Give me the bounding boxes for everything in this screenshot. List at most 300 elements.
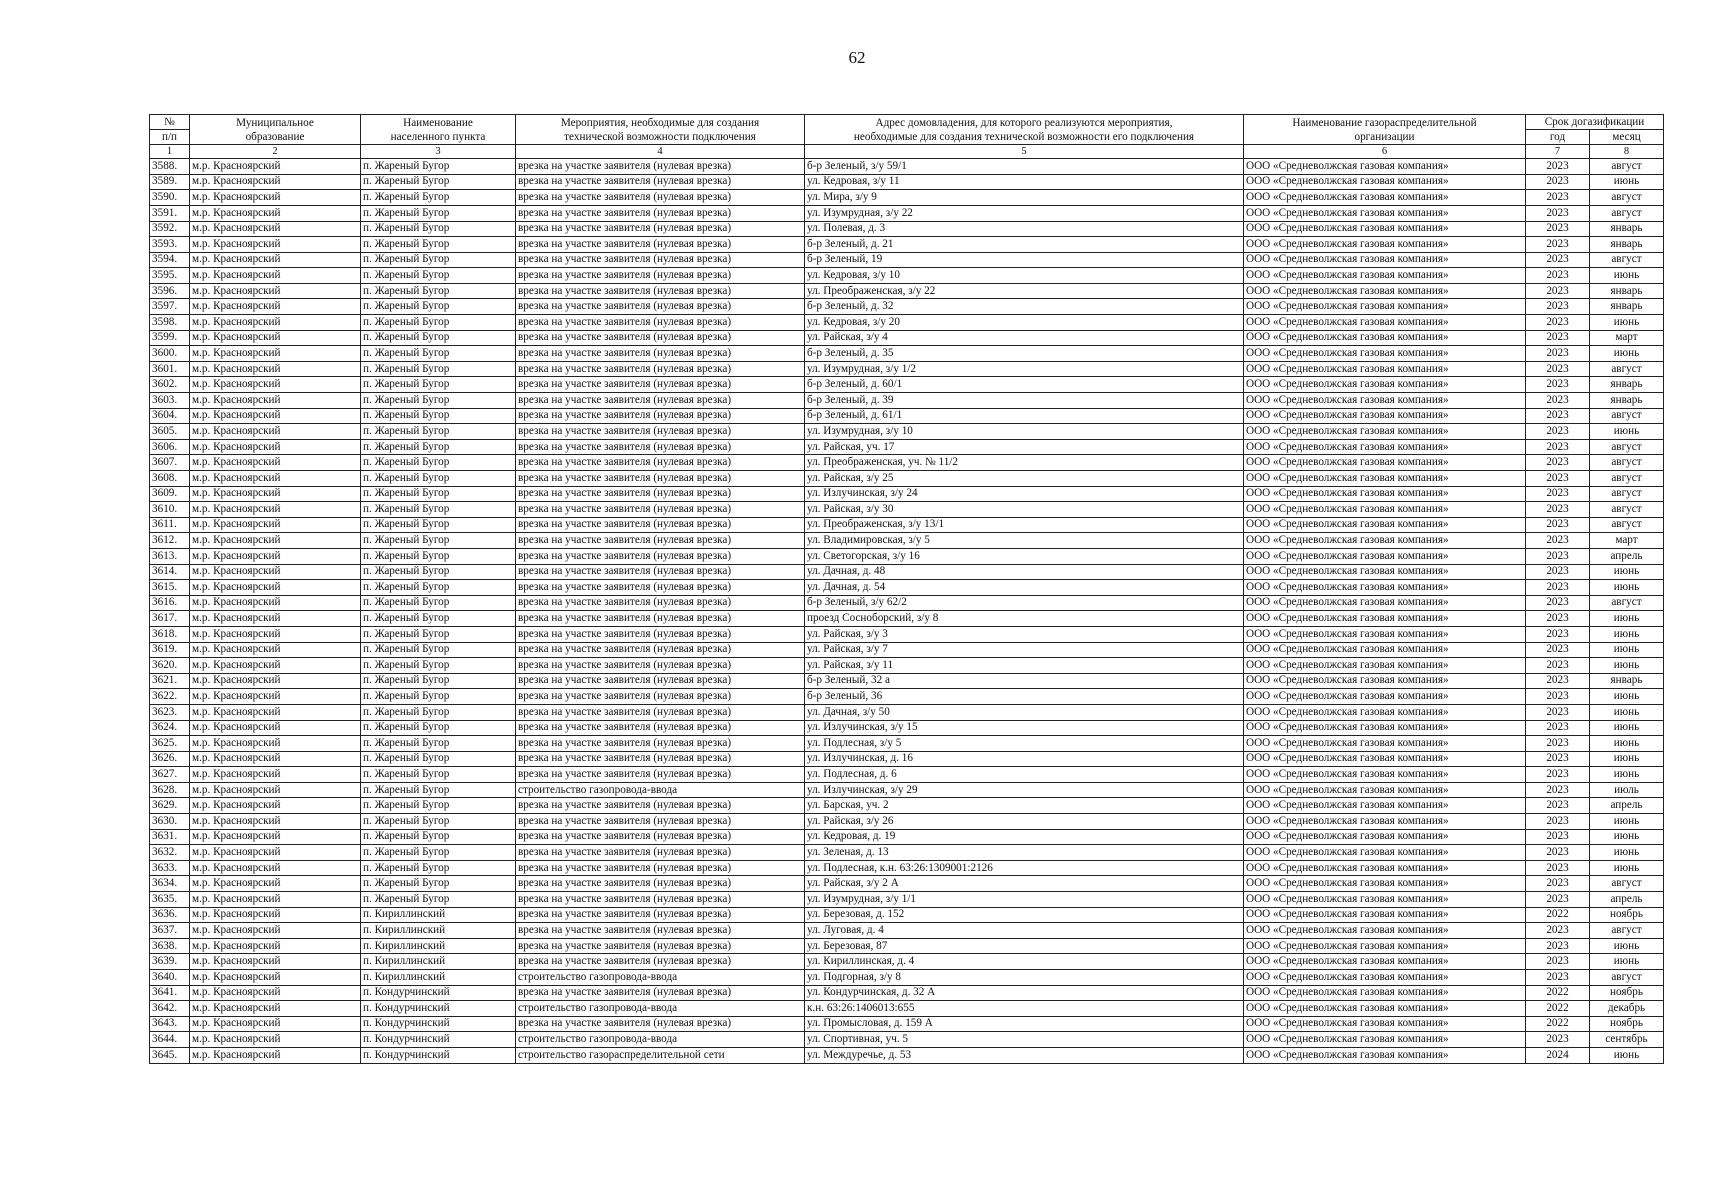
table-row	[150, 455, 1664, 471]
row-number: 3595.	[150, 268, 190, 284]
row-number: 3629.	[150, 798, 190, 814]
organization-cell: ООО «Средневолжская газовая компания»	[1244, 580, 1526, 596]
municipality-cell: м.р. Красноярский	[190, 393, 361, 409]
year-cell: 2023	[1526, 611, 1590, 627]
table-row	[150, 860, 1664, 876]
municipality-cell: м.р. Красноярский	[190, 1032, 361, 1048]
row-number: 3640.	[150, 970, 190, 986]
organization-cell: ООО «Средневолжская газовая компания»	[1244, 751, 1526, 767]
header-month: месяц	[1590, 130, 1664, 145]
address-cell: к.н. 63:26:1406013:655	[805, 1001, 1244, 1017]
row-number: 3602.	[150, 377, 190, 393]
settlement-cell: п. Кириллинский	[361, 938, 516, 954]
header-column-numbers	[150, 145, 1664, 159]
measure-cell: строительство газопровода-ввода	[516, 970, 805, 986]
settlement-cell: п. Кириллинский	[361, 907, 516, 923]
row-number: 3645.	[150, 1047, 190, 1063]
year-cell: 2022	[1526, 985, 1590, 1001]
table-row	[150, 486, 1664, 502]
month-cell: август	[1590, 439, 1664, 455]
address-cell: ул. Излучинская, з/у 24	[805, 486, 1244, 502]
row-number: 3615.	[150, 580, 190, 596]
municipality-cell: м.р. Красноярский	[190, 533, 361, 549]
measure-cell: строительство газопровода-ввода	[516, 782, 805, 798]
table-row	[150, 829, 1664, 845]
settlement-cell: п. Жареный Бугор	[361, 377, 516, 393]
year-cell: 2023	[1526, 517, 1590, 533]
address-cell: ул. Барская, уч. 2	[805, 798, 1244, 814]
year-cell: 2023	[1526, 315, 1590, 331]
address-cell: ул. Райская, з/у 30	[805, 502, 1244, 518]
table-row	[150, 361, 1664, 377]
page-number: 62	[848, 48, 866, 67]
organization-cell: ООО «Средневолжская газовая компания»	[1244, 377, 1526, 393]
table-row	[150, 471, 1664, 487]
row-number: 3641.	[150, 985, 190, 1001]
row-number: 3613.	[150, 548, 190, 564]
month-cell: июнь	[1590, 720, 1664, 736]
settlement-cell: п. Жареный Бугор	[361, 159, 516, 175]
measure-cell: врезка на участке заявителя (нулевая врезка)	[516, 252, 805, 268]
settlement-cell: п. Жареный Бугор	[361, 455, 516, 471]
month-cell: ноябрь	[1590, 907, 1664, 923]
measure-cell: врезка на участке заявителя (нулевая врезка)	[516, 424, 805, 440]
year-cell: 2023	[1526, 159, 1590, 175]
table-row	[150, 268, 1664, 284]
measure-cell: врезка на участке заявителя (нулевая врезка)	[516, 736, 805, 752]
gasification-table	[149, 114, 1664, 1064]
table-row	[150, 751, 1664, 767]
settlement-cell: п. Кириллинский	[361, 970, 516, 986]
year-cell: 2023	[1526, 548, 1590, 564]
settlement-cell: п. Жареный Бугор	[361, 299, 516, 315]
address-cell: ул. Мира, з/у 9	[805, 190, 1244, 206]
table-row	[150, 1032, 1664, 1048]
table-body	[150, 159, 1664, 1063]
year-cell: 2023	[1526, 471, 1590, 487]
row-number: 3639.	[150, 954, 190, 970]
row-number: 3635.	[150, 892, 190, 908]
municipality-cell: м.р. Красноярский	[190, 517, 361, 533]
month-cell: январь	[1590, 299, 1664, 315]
municipality-cell: м.р. Красноярский	[190, 673, 361, 689]
address-cell: ул. Кедровая, з/у 10	[805, 268, 1244, 284]
row-number: 3617.	[150, 611, 190, 627]
header-term: Срок догазификации	[1526, 115, 1664, 130]
table-row	[150, 408, 1664, 424]
organization-cell: ООО «Средневолжская газовая компания»	[1244, 720, 1526, 736]
organization-cell: ООО «Средневолжская газовая компания»	[1244, 954, 1526, 970]
address-cell: ул. Кедровая, д. 19	[805, 829, 1244, 845]
organization-cell: ООО «Средневолжская газовая компания»	[1244, 315, 1526, 331]
row-number: 3644.	[150, 1032, 190, 1048]
month-cell: июнь	[1590, 736, 1664, 752]
organization-cell: ООО «Средневолжская газовая компания»	[1244, 736, 1526, 752]
header-no: №	[150, 115, 190, 130]
row-number: 3626.	[150, 751, 190, 767]
settlement-cell: п. Кондурчинский	[361, 985, 516, 1001]
measure-cell: врезка на участке заявителя (нулевая врезка)	[516, 673, 805, 689]
organization-cell: ООО «Средневолжская газовая компания»	[1244, 205, 1526, 221]
settlement-cell: п. Кондурчинский	[361, 1047, 516, 1063]
organization-cell: ООО «Средневолжская газовая компания»	[1244, 782, 1526, 798]
municipality-cell: м.р. Красноярский	[190, 424, 361, 440]
organization-cell: ООО «Средневолжская газовая компания»	[1244, 502, 1526, 518]
settlement-cell: п. Жареный Бугор	[361, 673, 516, 689]
month-cell: август	[1590, 923, 1664, 939]
settlement-cell: п. Жареный Бугор	[361, 205, 516, 221]
address-cell: б-р Зеленый, д. 61/1	[805, 408, 1244, 424]
month-cell: июнь	[1590, 689, 1664, 705]
measure-cell: врезка на участке заявителя (нулевая врезка)	[516, 1016, 805, 1032]
month-cell: март	[1590, 330, 1664, 346]
measure-cell: врезка на участке заявителя (нулевая врезка)	[516, 455, 805, 471]
month-cell: июль	[1590, 782, 1664, 798]
month-cell: июнь	[1590, 642, 1664, 658]
table-row	[150, 985, 1664, 1001]
address-cell: ул. Райская, уч. 17	[805, 439, 1244, 455]
row-number: 3616.	[150, 595, 190, 611]
year-cell: 2024	[1526, 1047, 1590, 1063]
header-settlement: Наименование населенного пункта	[361, 115, 516, 145]
municipality-cell: м.р. Красноярский	[190, 252, 361, 268]
organization-cell: ООО «Средневолжская газовая компания»	[1244, 533, 1526, 549]
organization-cell: ООО «Средневолжская газовая компания»	[1244, 907, 1526, 923]
measure-cell: врезка на участке заявителя (нулевая врезка)	[516, 221, 805, 237]
organization-cell: ООО «Средневолжская газовая компания»	[1244, 330, 1526, 346]
municipality-cell: м.р. Красноярский	[190, 814, 361, 830]
measure-cell: врезка на участке заявителя (нулевая врезка)	[516, 190, 805, 206]
measure-cell: врезка на участке заявителя (нулевая врезка)	[516, 471, 805, 487]
measure-cell: врезка на участке заявителя (нулевая врезка)	[516, 439, 805, 455]
table-row	[150, 580, 1664, 596]
table-row	[150, 299, 1664, 315]
organization-cell: ООО «Средневолжская газовая компания»	[1244, 190, 1526, 206]
table-row	[150, 876, 1664, 892]
year-cell: 2023	[1526, 564, 1590, 580]
table-row	[150, 283, 1664, 299]
table-row	[150, 954, 1664, 970]
month-cell: июнь	[1590, 814, 1664, 830]
municipality-cell: м.р. Красноярский	[190, 299, 361, 315]
measure-cell: врезка на участке заявителя (нулевая врезка)	[516, 907, 805, 923]
organization-cell: ООО «Средневолжская газовая компания»	[1244, 1001, 1526, 1017]
month-cell: июнь	[1590, 626, 1664, 642]
address-cell: б-р Зеленый, д. 35	[805, 346, 1244, 362]
year-cell: 2023	[1526, 642, 1590, 658]
settlement-cell: п. Жареный Бугор	[361, 237, 516, 253]
organization-cell: ООО «Средневолжская газовая компания»	[1244, 689, 1526, 705]
organization-cell: ООО «Средневолжская газовая компания»	[1244, 159, 1526, 175]
address-cell: ул. Изумрудная, з/у 22	[805, 205, 1244, 221]
month-cell: январь	[1590, 673, 1664, 689]
year-cell: 2023	[1526, 486, 1590, 502]
month-cell: январь	[1590, 393, 1664, 409]
month-cell: июнь	[1590, 751, 1664, 767]
row-number: 3597.	[150, 299, 190, 315]
month-cell: август	[1590, 876, 1664, 892]
settlement-cell: п. Кондурчинский	[361, 1016, 516, 1032]
address-cell: ул. Райская, з/у 4	[805, 330, 1244, 346]
measure-cell: врезка на участке заявителя (нулевая врезка)	[516, 611, 805, 627]
organization-cell: ООО «Средневолжская газовая компания»	[1244, 970, 1526, 986]
measure-cell: врезка на участке заявителя (нулевая врезка)	[516, 517, 805, 533]
year-cell: 2023	[1526, 361, 1590, 377]
column-number: 8	[1590, 145, 1664, 159]
year-cell: 2023	[1526, 1032, 1590, 1048]
measure-cell: врезка на участке заявителя (нулевая врезка)	[516, 268, 805, 284]
header-organization: Наименование газораспределительной организации	[1244, 115, 1526, 145]
year-cell: 2023	[1526, 424, 1590, 440]
municipality-cell: м.р. Красноярский	[190, 751, 361, 767]
column-number: 1	[150, 145, 190, 159]
municipality-cell: м.р. Красноярский	[190, 502, 361, 518]
municipality-cell: м.р. Красноярский	[190, 439, 361, 455]
row-number: 3642.	[150, 1001, 190, 1017]
row-number: 3592.	[150, 221, 190, 237]
measure-cell: врезка на участке заявителя (нулевая врезка)	[516, 237, 805, 253]
table-row	[150, 767, 1664, 783]
address-cell: ул. Зеленая, д. 13	[805, 845, 1244, 861]
row-number: 3623.	[150, 704, 190, 720]
row-number: 3609.	[150, 486, 190, 502]
organization-cell: ООО «Средневолжская газовая компания»	[1244, 985, 1526, 1001]
settlement-cell: п. Жареный Бугор	[361, 174, 516, 190]
settlement-cell: п. Жареный Бугор	[361, 408, 516, 424]
address-cell: ул. Преображенская, з/у 13/1	[805, 517, 1244, 533]
measure-cell: врезка на участке заявителя (нулевая врезка)	[516, 315, 805, 331]
header-measures: Мероприятия, необходимые для создания технической возможности подключения	[516, 115, 805, 145]
year-cell: 2023	[1526, 689, 1590, 705]
year-cell: 2023	[1526, 283, 1590, 299]
settlement-cell: п. Жареный Бугор	[361, 580, 516, 596]
year-cell: 2023	[1526, 299, 1590, 315]
year-cell: 2023	[1526, 533, 1590, 549]
measure-cell: врезка на участке заявителя (нулевая врезка)	[516, 798, 805, 814]
organization-cell: ООО «Средневолжская газовая компания»	[1244, 517, 1526, 533]
table-row	[150, 221, 1664, 237]
table-row	[150, 938, 1664, 954]
municipality-cell: м.р. Красноярский	[190, 782, 361, 798]
header-municipality: Муниципальное образование	[190, 115, 361, 145]
settlement-cell: п. Жареный Бугор	[361, 346, 516, 362]
municipality-cell: м.р. Красноярский	[190, 985, 361, 1001]
table-row	[150, 626, 1664, 642]
row-number: 3630.	[150, 814, 190, 830]
address-cell: ул. Полевая, д. 3	[805, 221, 1244, 237]
measure-cell: врезка на участке заявителя (нулевая врезка)	[516, 704, 805, 720]
month-cell: сентябрь	[1590, 1032, 1664, 1048]
address-cell: ул. Райская, з/у 7	[805, 642, 1244, 658]
address-cell: б-р Зеленый, 19	[805, 252, 1244, 268]
address-cell: ул. Березовая, 87	[805, 938, 1244, 954]
year-cell: 2023	[1526, 658, 1590, 674]
organization-cell: ООО «Средневолжская газовая компания»	[1244, 346, 1526, 362]
organization-cell: ООО «Средневолжская газовая компания»	[1244, 1016, 1526, 1032]
row-number: 3589.	[150, 174, 190, 190]
month-cell: июнь	[1590, 829, 1664, 845]
year-cell: 2023	[1526, 923, 1590, 939]
table-row	[150, 1047, 1664, 1063]
table-row	[150, 439, 1664, 455]
organization-cell: ООО «Средневолжская газовая компания»	[1244, 471, 1526, 487]
measure-cell: врезка на участке заявителя (нулевая врезка)	[516, 205, 805, 221]
measure-cell: врезка на участке заявителя (нулевая врезка)	[516, 720, 805, 736]
year-cell: 2023	[1526, 502, 1590, 518]
measure-cell: врезка на участке заявителя (нулевая врезка)	[516, 751, 805, 767]
municipality-cell: м.р. Красноярский	[190, 611, 361, 627]
municipality-cell: м.р. Красноярский	[190, 907, 361, 923]
municipality-cell: м.р. Красноярский	[190, 876, 361, 892]
year-cell: 2023	[1526, 580, 1590, 596]
settlement-cell: п. Жареный Бугор	[361, 845, 516, 861]
measure-cell: врезка на участке заявителя (нулевая врезка)	[516, 829, 805, 845]
row-number: 3599.	[150, 330, 190, 346]
settlement-cell: п. Жареный Бугор	[361, 221, 516, 237]
settlement-cell: п. Жареный Бугор	[361, 252, 516, 268]
table-row	[150, 237, 1664, 253]
row-number: 3601.	[150, 361, 190, 377]
month-cell: ноябрь	[1590, 985, 1664, 1001]
row-number: 3612.	[150, 533, 190, 549]
month-cell: июнь	[1590, 564, 1664, 580]
measure-cell: врезка на участке заявителя (нулевая врезка)	[516, 346, 805, 362]
table-row	[150, 502, 1664, 518]
settlement-cell: п. Жареный Бугор	[361, 424, 516, 440]
measure-cell: строительство газопровода-ввода	[516, 1001, 805, 1017]
row-number: 3621.	[150, 673, 190, 689]
month-cell: январь	[1590, 377, 1664, 393]
row-number: 3594.	[150, 252, 190, 268]
address-cell: ул. Владимировская, з/у 5	[805, 533, 1244, 549]
address-cell: ул. Луговая, д. 4	[805, 923, 1244, 939]
municipality-cell: м.р. Красноярский	[190, 845, 361, 861]
row-number: 3591.	[150, 205, 190, 221]
year-cell: 2022	[1526, 907, 1590, 923]
organization-cell: ООО «Средневолжская газовая компания»	[1244, 923, 1526, 939]
address-cell: ул. Подлесная, к.н. 63:26:1309001:2126	[805, 860, 1244, 876]
header-address: Адрес домовладения, для которого реализуются мероприятия, необходимые для создания технической возможности его подключения	[805, 115, 1244, 145]
settlement-cell: п. Жареный Бугор	[361, 860, 516, 876]
municipality-cell: м.р. Красноярский	[190, 268, 361, 284]
measure-cell: врезка на участке заявителя (нулевая врезка)	[516, 985, 805, 1001]
year-cell: 2023	[1526, 595, 1590, 611]
municipality-cell: м.р. Красноярский	[190, 1001, 361, 1017]
table-row	[150, 658, 1664, 674]
address-cell: ул. Райская, з/у 11	[805, 658, 1244, 674]
organization-cell: ООО «Средневолжская газовая компания»	[1244, 611, 1526, 627]
address-cell: б-р Зеленый, д. 32	[805, 299, 1244, 315]
row-number: 3610.	[150, 502, 190, 518]
municipality-cell: м.р. Красноярский	[190, 315, 361, 331]
settlement-cell: п. Жареный Бугор	[361, 548, 516, 564]
row-number: 3611.	[150, 517, 190, 533]
organization-cell: ООО «Средневолжская газовая компания»	[1244, 938, 1526, 954]
row-number: 3590.	[150, 190, 190, 206]
month-cell: август	[1590, 970, 1664, 986]
year-cell: 2023	[1526, 860, 1590, 876]
settlement-cell: п. Жареный Бугор	[361, 704, 516, 720]
municipality-cell: м.р. Красноярский	[190, 626, 361, 642]
settlement-cell: п. Кондурчинский	[361, 1032, 516, 1048]
settlement-cell: п. Жареный Бугор	[361, 564, 516, 580]
table-row	[150, 190, 1664, 206]
organization-cell: ООО «Средневолжская газовая компания»	[1244, 393, 1526, 409]
month-cell: июнь	[1590, 767, 1664, 783]
measure-cell: врезка на участке заявителя (нулевая врезка)	[516, 174, 805, 190]
month-cell: август	[1590, 502, 1664, 518]
address-cell: ул. Подлесная, з/у 5	[805, 736, 1244, 752]
measure-cell: врезка на участке заявителя (нулевая врезка)	[516, 626, 805, 642]
measure-cell: врезка на участке заявителя (нулевая врезка)	[516, 642, 805, 658]
organization-cell: ООО «Средневолжская газовая компания»	[1244, 564, 1526, 580]
month-cell: июнь	[1590, 174, 1664, 190]
municipality-cell: м.р. Красноярский	[190, 455, 361, 471]
column-number: 3	[361, 145, 516, 159]
month-cell: июнь	[1590, 346, 1664, 362]
municipality-cell: м.р. Красноярский	[190, 658, 361, 674]
measure-cell: врезка на участке заявителя (нулевая врезка)	[516, 845, 805, 861]
address-cell: ул. Промысловая, д. 159 А	[805, 1016, 1244, 1032]
settlement-cell: п. Жареный Бугор	[361, 782, 516, 798]
row-number: 3636.	[150, 907, 190, 923]
row-number: 3631.	[150, 829, 190, 845]
municipality-cell: м.р. Красноярский	[190, 798, 361, 814]
address-cell: б-р Зеленый, д. 21	[805, 237, 1244, 253]
address-cell: б-р Зеленый, 32 а	[805, 673, 1244, 689]
row-number: 3603.	[150, 393, 190, 409]
municipality-cell: м.р. Красноярский	[190, 564, 361, 580]
municipality-cell: м.р. Красноярский	[190, 580, 361, 596]
table-row	[150, 393, 1664, 409]
month-cell: август	[1590, 486, 1664, 502]
table-row	[150, 533, 1664, 549]
address-cell: ул. Междуречье, д. 53	[805, 1047, 1244, 1063]
row-number: 3607.	[150, 455, 190, 471]
settlement-cell: п. Жареный Бугор	[361, 283, 516, 299]
row-number: 3638.	[150, 938, 190, 954]
address-cell: ул. Излучинская, з/у 29	[805, 782, 1244, 798]
measure-cell: врезка на участке заявителя (нулевая врезка)	[516, 299, 805, 315]
measure-cell: врезка на участке заявителя (нулевая врезка)	[516, 486, 805, 502]
address-cell: ул. Дачная, з/у 50	[805, 704, 1244, 720]
organization-cell: ООО «Средневолжская газовая компания»	[1244, 1032, 1526, 1048]
address-cell: ул. Подгорная, з/у 8	[805, 970, 1244, 986]
year-cell: 2023	[1526, 876, 1590, 892]
settlement-cell: п. Жареный Бугор	[361, 471, 516, 487]
organization-cell: ООО «Средневолжская газовая компания»	[1244, 642, 1526, 658]
year-cell: 2023	[1526, 237, 1590, 253]
month-cell: декабрь	[1590, 1001, 1664, 1017]
measure-cell: врезка на участке заявителя (нулевая врезка)	[516, 502, 805, 518]
address-cell: б-р Зеленый, д. 60/1	[805, 377, 1244, 393]
municipality-cell: м.р. Красноярский	[190, 548, 361, 564]
organization-cell: ООО «Средневолжская газовая компания»	[1244, 814, 1526, 830]
year-cell: 2023	[1526, 970, 1590, 986]
municipality-cell: м.р. Красноярский	[190, 221, 361, 237]
address-cell: ул. Кириллинская, д. 4	[805, 954, 1244, 970]
measure-cell: врезка на участке заявителя (нулевая врезка)	[516, 564, 805, 580]
municipality-cell: м.р. Красноярский	[190, 471, 361, 487]
table-row	[150, 1016, 1664, 1032]
row-number: 3618.	[150, 626, 190, 642]
organization-cell: ООО «Средневолжская газовая компания»	[1244, 892, 1526, 908]
year-cell: 2023	[1526, 938, 1590, 954]
settlement-cell: п. Жареный Бугор	[361, 876, 516, 892]
address-cell: ул. Березовая, д. 152	[805, 907, 1244, 923]
row-number: 3643.	[150, 1016, 190, 1032]
organization-cell: ООО «Средневолжская газовая компания»	[1244, 860, 1526, 876]
